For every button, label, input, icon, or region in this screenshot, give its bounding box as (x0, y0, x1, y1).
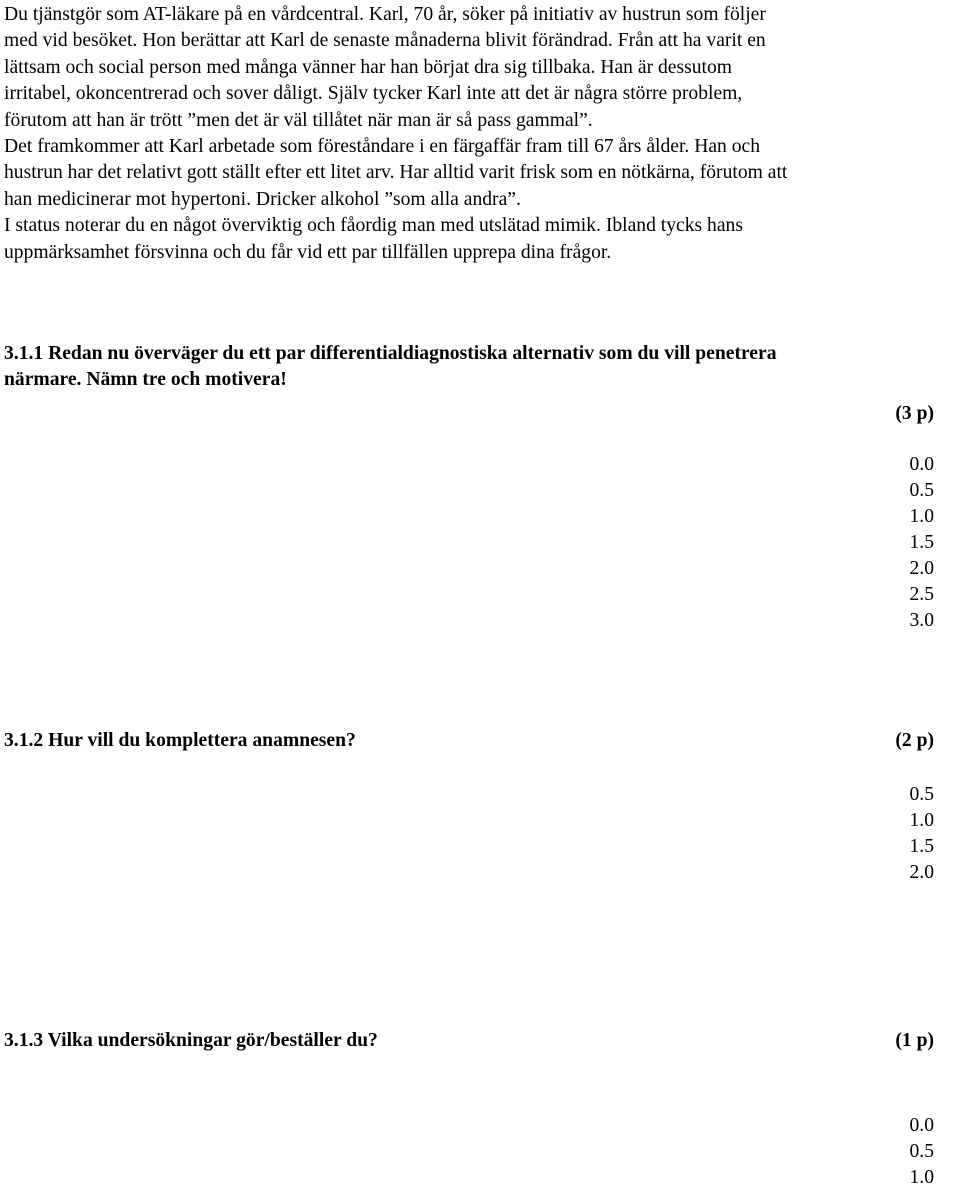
case-line: Det framkommer att Karl arbetade som föreståndare i en färgaffär fram till 67 års ålder. Han och (4, 136, 761, 158)
score-option: 0.5 (909, 784, 934, 805)
question-3-1-1-title-line1: 3.1.1 Redan nu överväger du ett par differentialdiagnostiska alternativ som du vill penetrera (4, 343, 777, 364)
case-line: hustrun har det relativt gott ställt efter ett litet arv. Har alltid varit frisk som en nötkärna, förutom att (4, 162, 788, 184)
case-line: Du tjänstgör som AT-läkare på en vårdcentral. Karl, 70 år, söker på initiativ av hustrun som följer (4, 4, 766, 25)
question-3-1-2-score-scale (910, 782, 935, 886)
question-3-1-1-score-scale (910, 452, 935, 634)
case-line: lättsam och social person med många vänner har han börjat dra sig tillbaka. Han är dessutom (4, 56, 733, 78)
score-option: 0.5 (909, 1141, 934, 1162)
score-option: 2.0 (909, 558, 934, 579)
question-3-1-3-points: (1 p) (895, 1030, 934, 1051)
question-3-1-3-score-scale (910, 1113, 935, 1191)
score-option: 2.0 (909, 862, 934, 883)
score-option: 1.0 (909, 810, 934, 831)
score-option: 1.0 (909, 1167, 934, 1188)
case-line: med vid besöket. Hon berättar att Karl de senaste månaderna blivit förändrad. Från att ha varit en (4, 30, 766, 52)
score-option: 1.5 (909, 532, 934, 553)
score-option: 2.5 (909, 584, 934, 605)
question-3-1-2-title: 3.1.2 Hur vill du komplettera anamnesen? (4, 730, 356, 751)
score-option: 0.0 (909, 1115, 934, 1136)
score-option: 0.5 (909, 480, 934, 501)
case-line: I status noterar du en något överviktig och fåordig man med utslätad mimik. Ibland tycks hans (4, 215, 743, 237)
question-3-1-1-points: (3 p) (895, 403, 934, 424)
score-option: 1.5 (909, 836, 934, 857)
case-line: förutom att han är trött ”men det är väl tillåtet när man är så pass gammal”. (4, 109, 593, 131)
case-line: han medicinerar mot hypertoni. Dricker alkohol ”som alla andra”. (4, 188, 521, 210)
score-option: 0.0 (909, 454, 934, 475)
score-option: 3.0 (909, 610, 934, 631)
case-line: irritabel, okoncentrerad och sover dåligt. Själv tycker Karl inte att det är några större problem, (4, 83, 743, 105)
question-3-1-1-title-line2: närmare. Nämn tre och motivera! (4, 369, 287, 390)
question-3-1-2-points: (2 p) (895, 730, 934, 751)
score-option: 1.0 (909, 506, 934, 527)
question-3-1-3-title: 3.1.3 Vilka undersökningar gör/beställer du? (4, 1030, 378, 1051)
case-description (4, 2, 960, 266)
case-line: uppmärksamhet försvinna och du får vid ett par tillfällen upprepa dina frågor. (4, 241, 612, 263)
